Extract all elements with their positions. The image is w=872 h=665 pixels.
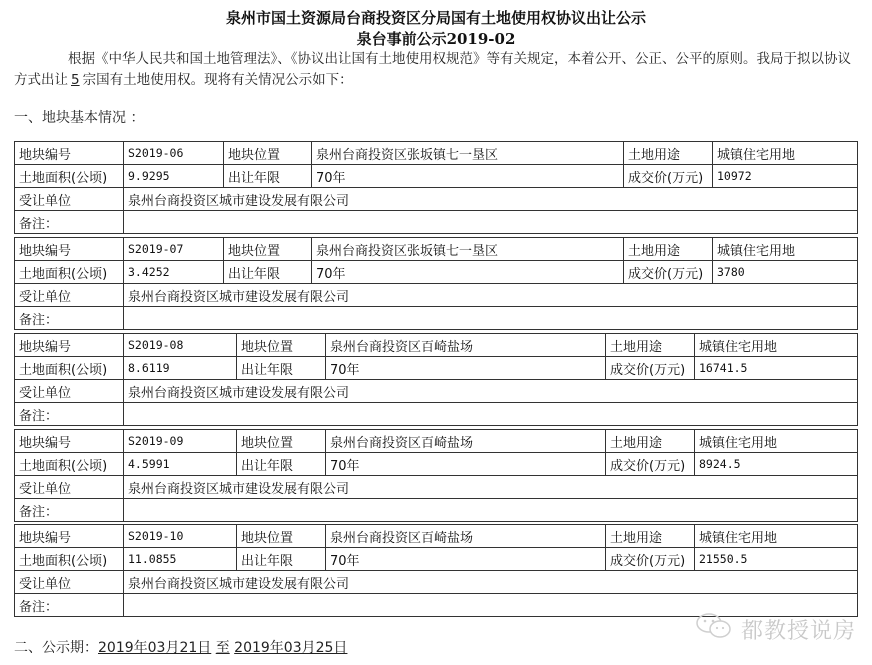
plot-table — [14, 524, 858, 617]
assignee-value: 泉州台商投资区城市建设发展有限公司 — [124, 571, 858, 594]
label-price: 成交价(万元) — [606, 548, 695, 571]
intro-text-after: 宗国有土地使用权。现将有关情况公示如下： — [82, 72, 353, 88]
label-plot-no: 地块编号 — [15, 142, 124, 165]
table-row — [15, 548, 858, 571]
area-value: 9.9295 — [124, 165, 224, 188]
area-value: 4.5991 — [124, 453, 237, 476]
location-value: 泉州台商投资区百崎盐场 — [326, 430, 606, 453]
table-row — [15, 238, 858, 261]
land-use-value: 城镇住宅用地 — [713, 142, 858, 165]
table-row — [15, 571, 858, 594]
plot-no-value: S2019-08 — [124, 334, 237, 357]
label-remark: 备注： — [15, 211, 124, 234]
remark-value — [124, 499, 858, 522]
section-publicity-period — [14, 637, 347, 657]
label-area: 土地面积(公顷) — [15, 165, 124, 188]
price-value: 21550.5 — [695, 548, 858, 571]
land-use-value: 城镇住宅用地 — [695, 525, 858, 548]
label-assignee: 受让单位 — [15, 284, 124, 307]
page-title: 泉州市国土资源局台商投资区分局国有土地使用权协议出让公示 — [225, 9, 646, 27]
plot-no-value: S2019-10 — [124, 525, 237, 548]
label-location: 地块位置 — [224, 142, 312, 165]
label-price: 成交价(万元) — [624, 165, 713, 188]
table-row — [15, 142, 858, 165]
area-value: 3.4252 — [124, 261, 224, 284]
assignee-value: 泉州台商投资区城市建设发展有限公司 — [124, 380, 858, 403]
label-term: 出让年限 — [224, 165, 312, 188]
label-assignee: 受让单位 — [15, 380, 124, 403]
label-location: 地块位置 — [237, 525, 326, 548]
label-remark: 备注： — [15, 499, 124, 522]
plot-table — [14, 141, 858, 234]
label-area: 土地面积(公顷) — [15, 357, 124, 380]
label-land-use: 土地用途 — [606, 525, 695, 548]
table-row — [15, 307, 858, 330]
watermark-text: 都教授说房 — [741, 618, 857, 644]
publicity-period-label: 二、公示期： — [14, 640, 98, 656]
label-term: 出让年限 — [237, 548, 326, 571]
label-area: 土地面积(公顷) — [15, 261, 124, 284]
label-remark: 备注： — [15, 307, 124, 330]
label-plot-no: 地块编号 — [15, 334, 124, 357]
label-assignee: 受让单位 — [15, 188, 124, 211]
location-value: 泉州台商投资区百崎盐场 — [326, 525, 606, 548]
land-use-value: 城镇住宅用地 — [695, 334, 858, 357]
table-row — [15, 188, 858, 211]
remark-value — [124, 403, 858, 426]
table-row — [15, 261, 858, 284]
table-row — [15, 499, 858, 522]
remark-value — [124, 307, 858, 330]
label-plot-no: 地块编号 — [15, 238, 124, 261]
period-to: 至 — [215, 640, 230, 656]
notice-number: 泉台事前公示2019-02 — [356, 30, 516, 48]
label-area: 土地面积(公顷) — [15, 453, 124, 476]
label-price: 成交价(万元) — [606, 453, 695, 476]
assignee-value: 泉州台商投资区城市建设发展有限公司 — [124, 476, 858, 499]
term-value: 70年 — [326, 548, 606, 571]
table-row — [15, 165, 858, 188]
label-assignee: 受让单位 — [15, 571, 124, 594]
table-row — [15, 211, 858, 234]
plot-table — [14, 429, 858, 522]
label-location: 地块位置 — [237, 334, 326, 357]
area-value: 11.0855 — [124, 548, 237, 571]
label-remark: 备注： — [15, 403, 124, 426]
label-land-use: 土地用途 — [624, 238, 713, 261]
table-row — [15, 284, 858, 307]
table-row — [15, 430, 858, 453]
label-remark: 备注： — [15, 594, 124, 617]
term-value: 70年 — [312, 165, 624, 188]
section-plot-info-heading: 一、地块基本情况 ： — [14, 110, 145, 126]
plot-no-value: S2019-06 — [124, 142, 224, 165]
term-value: 70年 — [312, 261, 624, 284]
label-term: 出让年限 — [237, 453, 326, 476]
label-location: 地块位置 — [237, 430, 326, 453]
location-value: 泉州台商投资区张坂镇七一垦区 — [312, 238, 624, 261]
label-area: 土地面积(公顷) — [15, 548, 124, 571]
plot-table — [14, 333, 858, 426]
plot-count: 5 — [71, 72, 80, 88]
label-location: 地块位置 — [224, 238, 312, 261]
price-value: 16741.5 — [695, 357, 858, 380]
intro-paragraph — [14, 49, 864, 91]
label-assignee: 受让单位 — [15, 476, 124, 499]
land-use-value: 城镇住宅用地 — [695, 430, 858, 453]
land-use-value: 城镇住宅用地 — [713, 238, 858, 261]
term-value: 70年 — [326, 453, 606, 476]
label-plot-no: 地块编号 — [15, 430, 124, 453]
plot-table — [14, 237, 858, 330]
area-value: 8.6119 — [124, 357, 237, 380]
price-value: 10972 — [713, 165, 858, 188]
label-land-use: 土地用途 — [606, 430, 695, 453]
location-value: 泉州台商投资区百崎盐场 — [326, 334, 606, 357]
label-price: 成交价(万元) — [624, 261, 713, 284]
table-row — [15, 476, 858, 499]
price-value: 3780 — [713, 261, 858, 284]
location-value: 泉州台商投资区张坂镇七一垦区 — [312, 142, 624, 165]
table-row — [15, 403, 858, 426]
table-row — [15, 380, 858, 403]
period-end-date: 2019年03月25日 — [234, 640, 348, 656]
period-start-date: 2019年03月21日 — [98, 640, 212, 656]
label-term: 出让年限 — [224, 261, 312, 284]
label-plot-no: 地块编号 — [15, 525, 124, 548]
table-row — [15, 453, 858, 476]
remark-value — [124, 211, 858, 234]
wechat-icon — [695, 612, 741, 646]
term-value: 70年 — [326, 357, 606, 380]
watermark — [695, 612, 856, 646]
table-row — [15, 357, 858, 380]
intro-text-before: 根据《中华人民共和国土地管理法》、《协议出让国有土地使用权规范》等有关规定，本着公开、公正、公平的原则。我局于拟以协议方式出让 — [14, 51, 851, 88]
table-row — [15, 334, 858, 357]
label-term: 出让年限 — [237, 357, 326, 380]
plot-no-value: S2019-07 — [124, 238, 224, 261]
plot-no-value: S2019-09 — [124, 430, 237, 453]
assignee-value: 泉州台商投资区城市建设发展有限公司 — [124, 188, 858, 211]
label-price: 成交价(万元) — [606, 357, 695, 380]
assignee-value: 泉州台商投资区城市建设发展有限公司 — [124, 284, 858, 307]
price-value: 8924.5 — [695, 453, 858, 476]
table-row — [15, 525, 858, 548]
label-land-use: 土地用途 — [624, 142, 713, 165]
label-land-use: 土地用途 — [606, 334, 695, 357]
